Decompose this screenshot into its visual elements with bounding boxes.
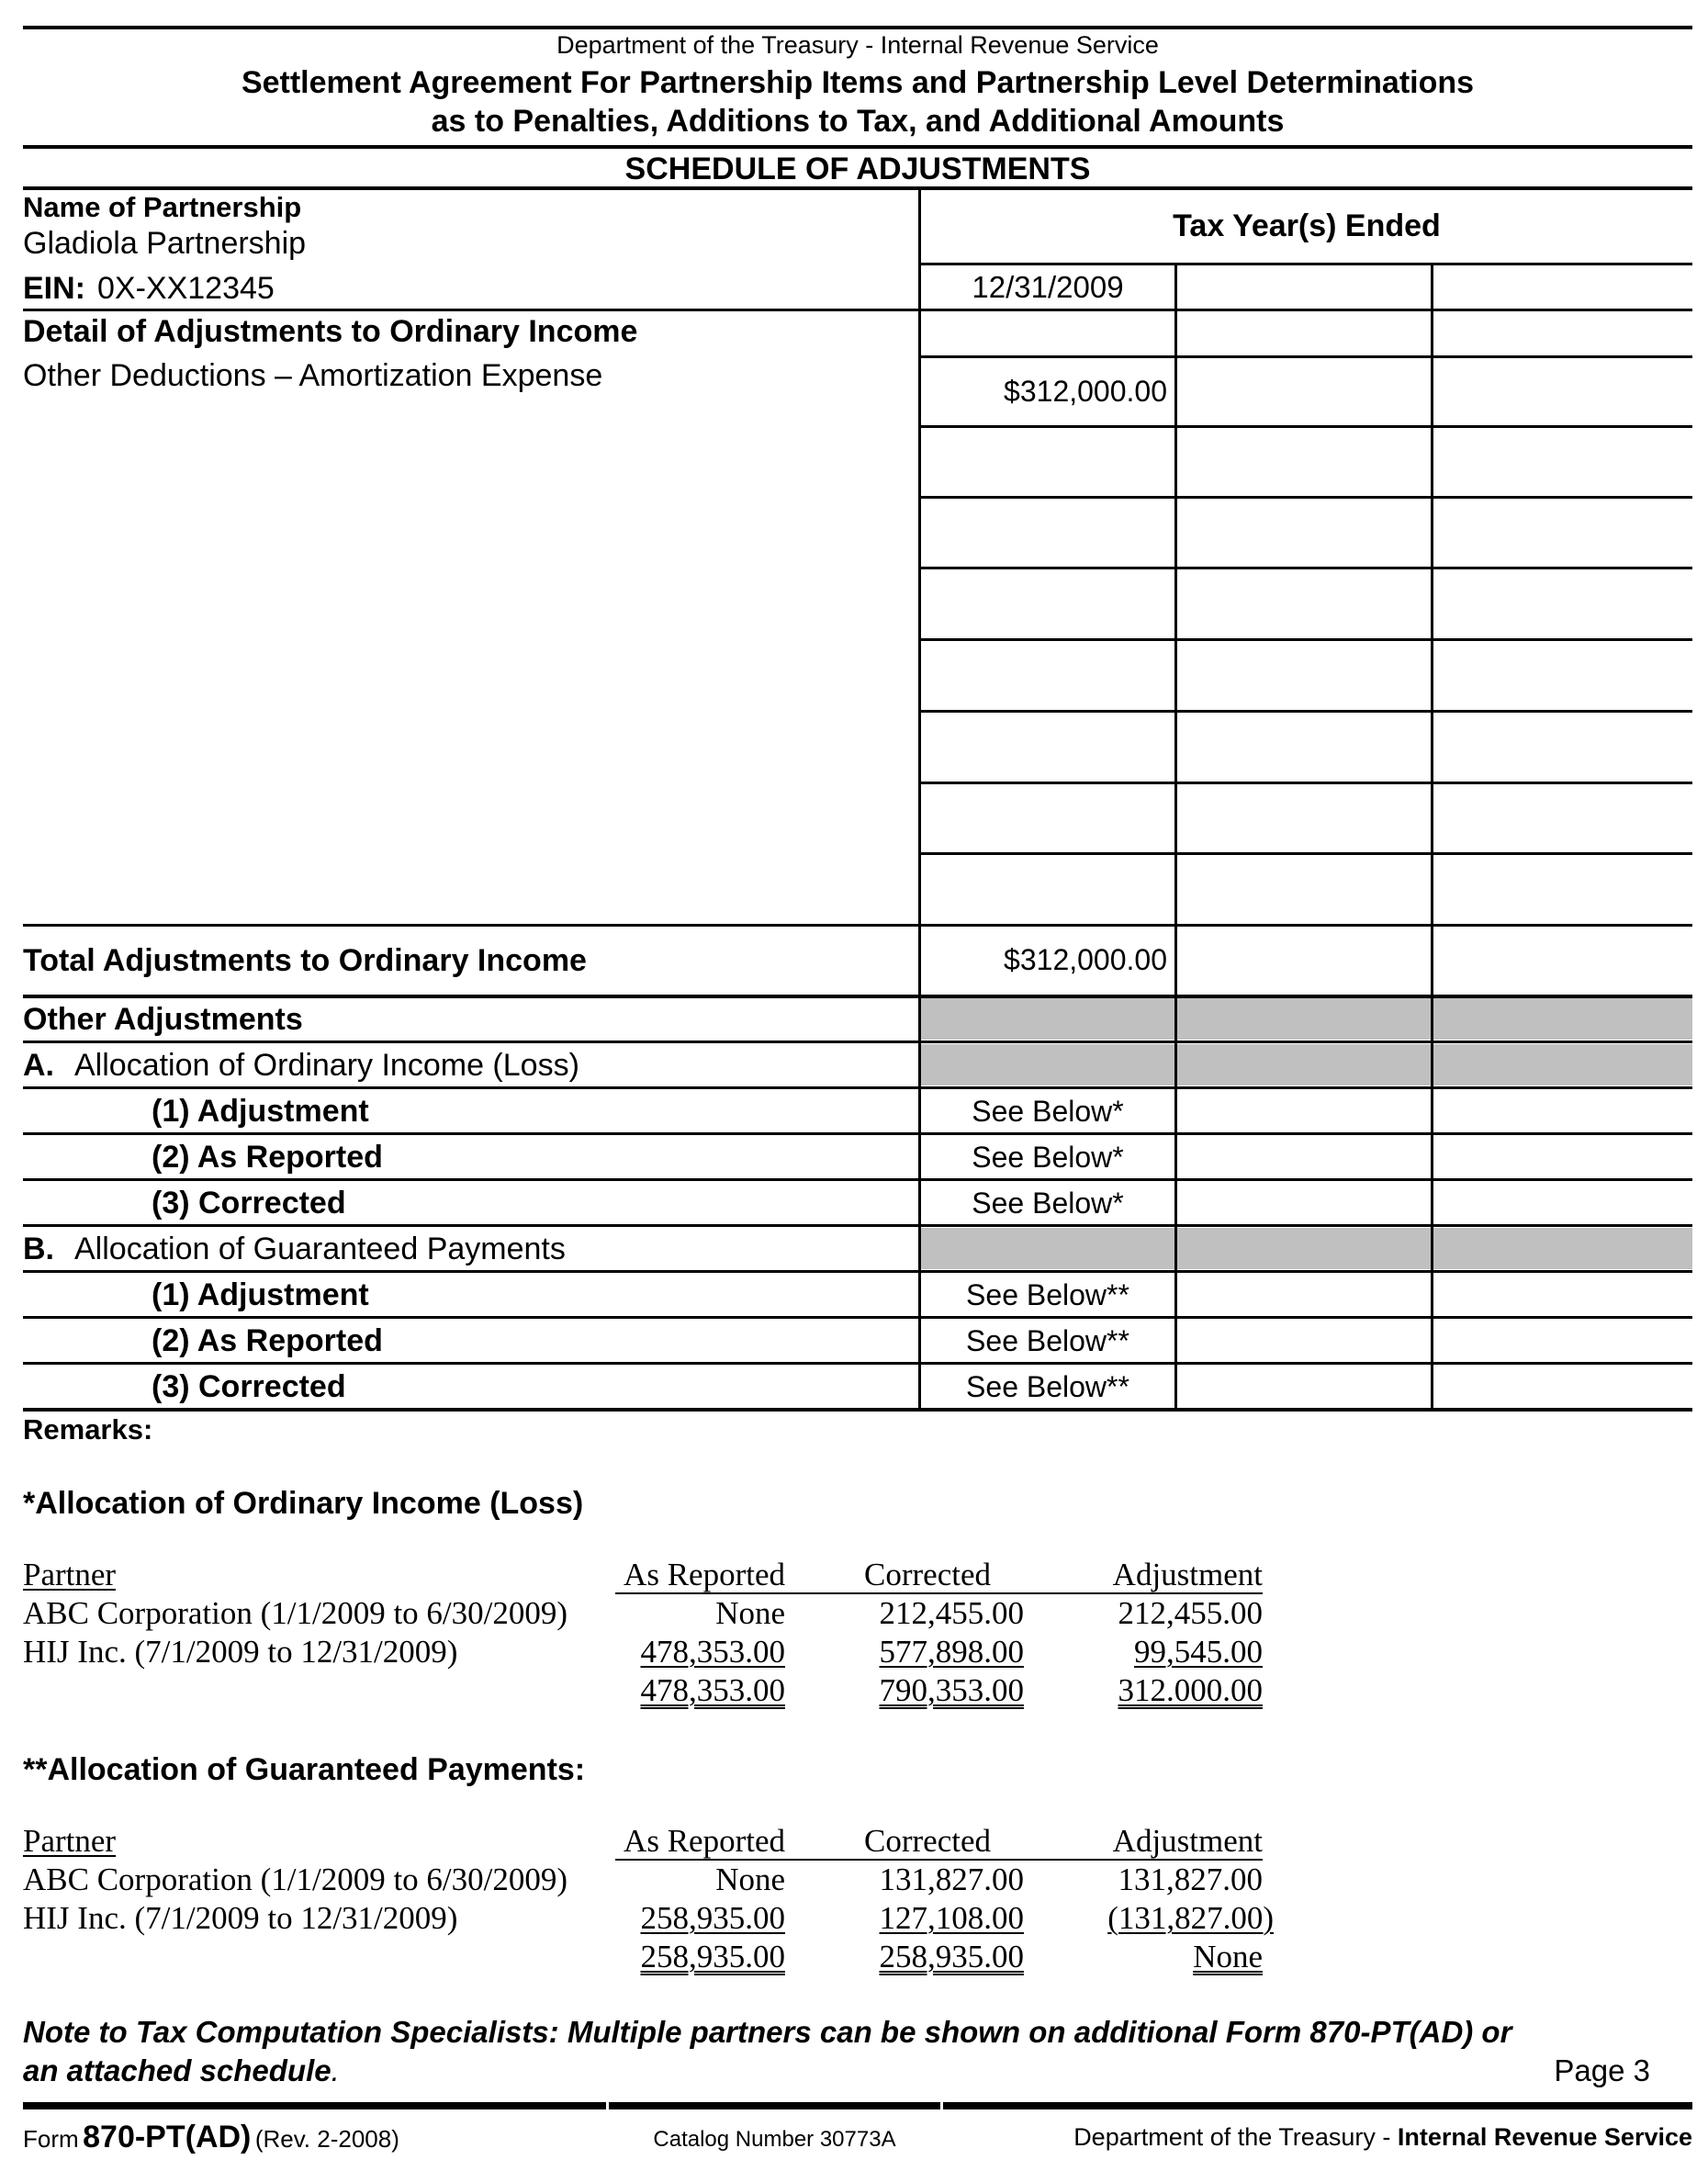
col-header-partner: Partner [23,1557,117,1592]
footer-rule-middle [609,2102,940,2109]
form-title-line2: as to Penalties, Additions to Tax, and Additional Amounts [431,104,1285,139]
schedule-title: SCHEDULE OF ADJUSTMENTS [624,152,1091,186]
as-reported-value: None [715,1595,785,1631]
adjustment-total-cell [1061,1674,1263,1706]
grid-line [23,1178,1692,1181]
section-b-as-reported-value[interactable]: See Below** [966,1324,1129,1357]
section-b-row-adjustment: (1) Adjustment [152,1277,369,1312]
adjustment-value: 212,455.00 [1118,1595,1263,1631]
grid-line [23,1316,1692,1319]
corrected-value: 131,827.00 [879,1862,1024,1897]
adjustment-total: None [1193,1939,1263,1974]
as-reported-total-cell [634,1940,785,1973]
grid-line [23,1270,1692,1273]
col-header-partner: Partner [23,1823,117,1859]
section-a-label: Allocation of Ordinary Income (Loss) [74,1048,579,1083]
shaded-cell [1433,1228,1692,1269]
partnership-name-value: Gladiola Partnership [23,226,307,261]
ein-value: 0X-XX12345 [97,271,275,306]
agency-line: Department of the Treasury - Internal Revenue Service [556,31,1159,59]
grid-line [921,638,1692,641]
adjustment-value: (131,827.00) [1107,1900,1274,1936]
as-reported-total: 258,935.00 [640,1939,785,1974]
header-underline [615,1592,1263,1594]
adjustment-value: 131,827.00 [1118,1862,1263,1897]
other-adjustments-heading: Other Adjustments [23,1002,303,1037]
note-line2 [23,2055,340,2086]
grid-line [921,263,1692,265]
col-header-as-reported: As Reported [624,1557,785,1592]
shaded-cell [921,1228,1174,1269]
adjustment-total: 312.000.00 [1118,1672,1263,1708]
table-row [23,1863,1263,1900]
grid-line [23,309,1692,311]
grid-line [921,852,1692,855]
ordinary-income-remarks-title: *Allocation of Ordinary Income (Loss) [23,1486,584,1521]
table-header-row [23,1825,1263,1862]
section-b-label: Allocation of Guaranteed Payments [74,1232,566,1266]
shaded-cell [1433,1044,1692,1086]
page-number: Page 3 [1554,2053,1650,2087]
note-line2-text: an attached schedule [23,2053,331,2087]
col-header-corrected: Corrected [864,1823,991,1859]
as-reported-value: None [715,1862,785,1897]
section-a-row-as-reported: (2) As Reported [152,1140,383,1175]
grid-line [921,496,1692,499]
as-reported-value: 258,935.00 [640,1900,785,1936]
shaded-cell [1177,1044,1431,1086]
form-prefix: Form [23,2125,79,2153]
form-id [23,2121,399,2153]
shaded-cell [1433,998,1692,1040]
as-reported-cell [634,1902,785,1934]
grid-line [921,710,1692,713]
corrected-cell [831,1902,1024,1934]
section-b-row-corrected: (3) Corrected [152,1369,346,1404]
section-b-adjustment-value[interactable]: See Below** [966,1278,1129,1311]
partner-name: HIJ Inc. (7/1/2009 to 12/31/2009) [23,1900,458,1936]
corrected-value: 212,455.00 [879,1595,1024,1631]
partner-name: ABC Corporation (1/1/2009 to 6/30/2009) [23,1595,568,1631]
guaranteed-payments-remarks-title: **Allocation of Guaranteed Payments: [23,1752,586,1787]
partner-name: ABC Corporation (1/1/2009 to 6/30/2009) [23,1862,568,1897]
tax-year-1[interactable]: 12/31/2009 [972,270,1124,304]
form-revision: (Rev. 2-2008) [254,2125,399,2153]
table-totals-row [23,1674,1263,1711]
detail-heading: Detail of Adjustments to Ordinary Income [23,314,638,349]
corrected-total-cell [831,1674,1024,1706]
note-line1: Note to Tax Computation Specialists: Multiple partners can be shown on additional Form 870-PT(AD) or [23,2015,1512,2049]
adjustment-value: 99,545.00 [1134,1634,1263,1670]
total-label: Total Adjustments to Ordinary Income [23,943,587,978]
catalog-number: Catalog Number 30773A [653,2127,896,2152]
as-reported-cell [634,1636,785,1668]
ein-label: EIN: [23,271,85,306]
corrected-value: 127,108.00 [879,1900,1024,1936]
footer-rule-left [23,2102,606,2109]
adjustment-cell [1061,1636,1263,1668]
grid-line [23,1362,1692,1365]
corrected-total-cell [831,1940,1024,1973]
as-reported-total: 478,353.00 [640,1672,785,1708]
shaded-cell [921,998,1174,1040]
section-b-row-as-reported: (2) As Reported [152,1323,383,1358]
rule-below-title [23,145,1692,149]
corrected-total: 258,935.00 [879,1939,1024,1974]
note-line2-period: . [331,2053,340,2087]
footer-agency-bold: Internal Revenue Service [1397,2123,1692,2151]
ordinary-income-table [23,1558,1263,1715]
footer-agency-prefix: Department of the Treasury - [1073,2123,1398,2151]
shaded-cell [1177,998,1431,1040]
section-a-corrected-value[interactable]: See Below* [972,1187,1124,1220]
grid-line [23,1224,1692,1227]
footer-agency [943,2125,1692,2150]
table-header-row [23,1558,1263,1595]
form-number: 870-PT(AD) [83,2120,252,2154]
section-b-letter: B. [23,1232,54,1266]
table-row [23,1597,1263,1634]
grid-line [23,1132,1692,1135]
corrected-value: 577,898.00 [879,1634,1024,1670]
table-totals-row [23,1940,1263,1977]
detail-item-label: Other Deductions – Amortization Expense [23,358,603,393]
col-header-as-reported: As Reported [624,1823,785,1859]
footer-rule-right [943,2102,1692,2109]
col-header-adjustment: Adjustment [1112,1557,1263,1592]
section-b-corrected-value[interactable]: See Below** [966,1370,1129,1403]
as-reported-value: 478,353.00 [640,1634,785,1670]
section-a-row-corrected: (3) Corrected [152,1186,346,1220]
section-a-adjustment-value[interactable]: See Below* [972,1095,1124,1128]
grid-line [921,425,1692,428]
grid-line [23,924,1692,927]
partner-name: HIJ Inc. (7/1/2009 to 12/31/2009) [23,1634,458,1670]
top-rule [23,26,1692,29]
section-a-letter: A. [23,1048,54,1083]
table-bottom-rule [23,1408,1692,1412]
corrected-cell [831,1636,1024,1668]
header-underline [615,1859,1263,1861]
as-reported-total-cell [634,1674,785,1706]
grid-line [921,567,1692,569]
adjustment-cell [1061,1902,1274,1934]
tax-years-header: Tax Year(s) Ended [1173,208,1441,243]
corrected-total: 790,353.00 [879,1672,1024,1708]
col-header-adjustment: Adjustment [1112,1823,1263,1859]
total-value-year1[interactable]: $312,000.00 [1004,943,1167,976]
shaded-cell [1177,1228,1431,1269]
partnership-name-label: Name of Partnership [23,191,302,223]
rule-below-schedule [23,186,1692,190]
table-row [23,1636,1263,1672]
grid-line [921,355,1692,358]
section-a-as-reported-value[interactable]: See Below* [972,1141,1124,1174]
guaranteed-payments-table [23,1825,1281,1981]
col-header-corrected: Corrected [864,1557,991,1592]
form-title-line1: Settlement Agreement For Partnership Items and Partnership Level Determinations [241,65,1475,100]
grid-line [23,1086,1692,1089]
table-row [23,1902,1281,1939]
section-a-row-adjustment: (1) Adjustment [152,1094,369,1129]
detail-item-value-year1[interactable]: $312,000.00 [1004,375,1167,408]
remarks-label: Remarks: [23,1413,153,1445]
adjustment-total-cell [1061,1940,1263,1973]
grid-line [23,1041,1692,1043]
shaded-cell [921,1044,1174,1086]
grid-line [921,782,1692,784]
